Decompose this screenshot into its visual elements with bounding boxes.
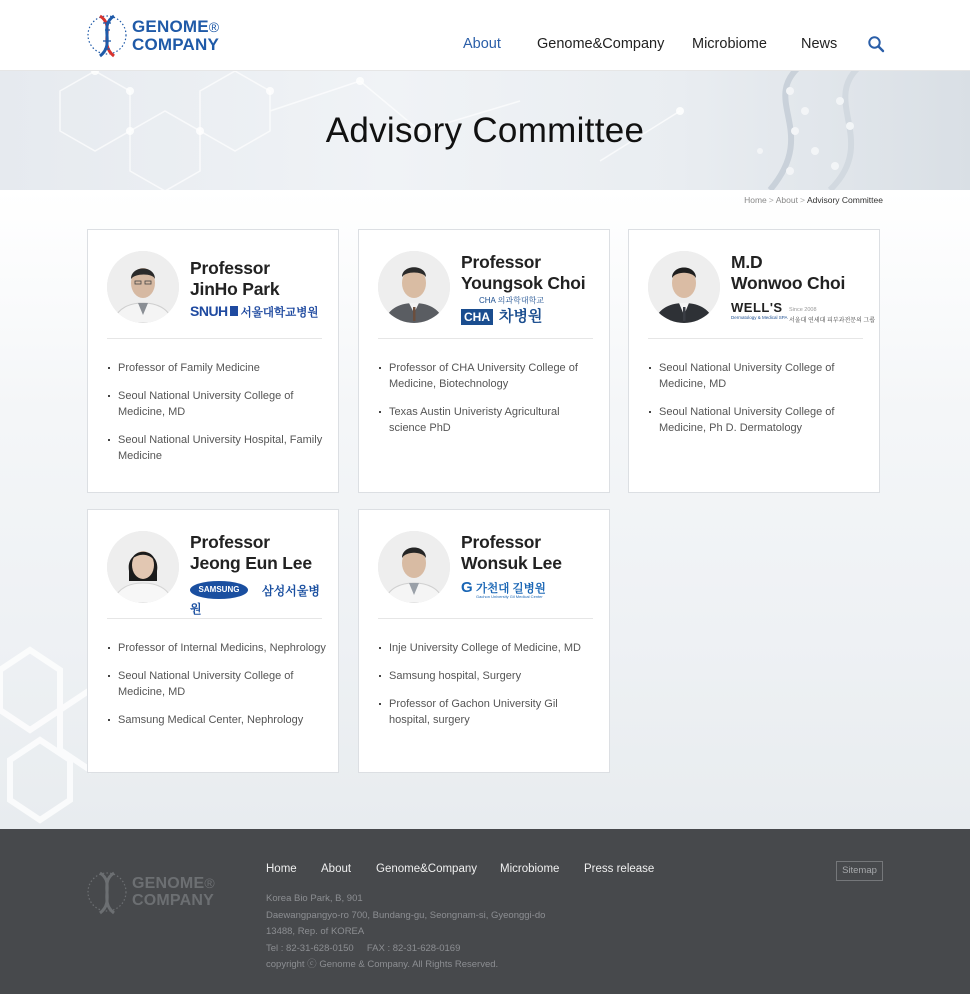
breadcrumb — [744, 195, 883, 205]
avatar — [107, 531, 179, 603]
list-item: Seoul National University College of Medicine, MD — [107, 388, 327, 420]
divider — [648, 338, 863, 339]
footer-logo[interactable] — [86, 863, 215, 921]
member-name: Professor Jeong Eun Lee — [190, 532, 312, 573]
member-card-jeong-eun-lee — [87, 509, 339, 773]
breadcrumb-home[interactable]: Home — [744, 195, 767, 205]
cha-hospital-logo: CHA 의과학대학교 CHA 차병원 — [461, 296, 591, 324]
list-item: Seoul National University College of Medicine, MD — [107, 668, 327, 700]
footer-nav-microbiome[interactable]: Microbiome — [500, 863, 560, 875]
footer-nav-about[interactable]: About — [321, 863, 352, 875]
snuh-hospital-logo: SNUH 서울대학교병원 — [190, 303, 319, 319]
list-item: Professor of Family Medicine — [107, 360, 327, 376]
list-item: Professor of Gachon University Gil hospital, surgery — [378, 696, 598, 728]
avatar — [648, 251, 720, 323]
member-card-youngsok-choi — [358, 229, 610, 493]
list-item: Professor of Internal Medicins, Nephrology — [107, 640, 327, 656]
logo-wordmark: GENOME® COMPANY — [132, 875, 215, 909]
nav-news[interactable]: News — [801, 36, 838, 52]
nav-microbiome[interactable]: Microbiome — [692, 36, 767, 52]
person-photo-icon — [378, 251, 450, 323]
member-name: Professor JinHo Park — [190, 258, 280, 299]
breadcrumb-about[interactable]: About — [775, 195, 798, 205]
avatar — [107, 251, 179, 323]
gachon-gil-hospital-logo: G 가천대 길병원 Gachon University Gil Medical Center — [461, 579, 546, 599]
member-credentials — [107, 640, 327, 740]
member-name: M.D Wonwoo Choi — [731, 252, 846, 293]
divider — [107, 618, 322, 619]
page-title: Advisory Committee — [325, 111, 645, 150]
samsung-hospital-logo: SAMSUNG 삼성서울병원 — [190, 581, 330, 603]
dna-logo-icon — [86, 863, 128, 921]
member-credentials — [107, 360, 327, 476]
breadcrumb-separator: > — [799, 195, 805, 205]
member-name: Professor Wonsuk Lee — [461, 532, 562, 573]
list-item: Seoul National University College of Medicine, Ph D. Dermatology — [648, 404, 868, 436]
member-card-jinho-park — [87, 229, 339, 493]
person-photo-icon — [107, 251, 179, 323]
list-item: Seoul National University Hospital, Family Medicine — [107, 432, 327, 464]
member-credentials — [378, 360, 598, 448]
list-item: Inje University College of Medicine, MD — [378, 640, 598, 656]
search-icon[interactable] — [867, 35, 885, 53]
breadcrumb-separator: > — [768, 195, 774, 205]
footer-address: Korea Bio Park, B, 901 Daewangpangyo-ro 700, Bundang-gu, Seongnam-si, Gyeonggi-do 13488, Rep. of KOREA Tel : 82-31-628-0150 FAX : 82-31-628-0169 copyright ⓒ Genome & Company. All Rights Reserved. — [266, 893, 546, 971]
wells-clinic-logo: WELL'S Dermatology & Medical SPA Since 2008 서울대 연세대 피부과전문의 그룹 — [731, 300, 876, 324]
member-card-wonsuk-lee — [358, 509, 610, 773]
site-header — [0, 0, 970, 71]
divider — [378, 338, 593, 339]
person-photo-icon — [107, 531, 179, 603]
breadcrumb-current: Advisory Committee — [806, 195, 883, 205]
site-footer — [0, 829, 970, 994]
nav-genome-company[interactable]: Genome&Company — [537, 36, 665, 52]
member-card-wonwoo-choi — [628, 229, 880, 493]
member-name: Professor Youngsok Choi — [461, 252, 586, 293]
main-content — [0, 190, 970, 829]
footer-nav-press-release[interactable]: Press release — [584, 863, 655, 875]
divider — [107, 338, 322, 339]
divider — [378, 618, 593, 619]
list-item: Seoul National University College of Medicine, MD — [648, 360, 868, 392]
main-nav — [0, 36, 970, 56]
list-item: Samsung Medical Center, Nephrology — [107, 712, 327, 728]
person-photo-icon — [648, 251, 720, 323]
avatar — [378, 531, 450, 603]
list-item: Texas Austin Univeristy Agricultural science PhD — [378, 404, 598, 436]
member-credentials — [648, 360, 868, 448]
list-item: Samsung hospital, Surgery — [378, 668, 598, 684]
footer-nav-home[interactable]: Home — [266, 863, 297, 875]
list-item: Professor of CHA University College of Medicine, Biotechnology — [378, 360, 598, 392]
sitemap-button[interactable]: Sitemap — [836, 861, 883, 881]
avatar — [378, 251, 450, 323]
logo-wordmark: GENOME® COMPANY — [132, 16, 220, 54]
person-photo-icon — [378, 531, 450, 603]
footer-nav-genome-company[interactable]: Genome&Company — [376, 863, 477, 875]
member-credentials — [378, 640, 598, 740]
nav-about[interactable]: About — [463, 36, 501, 52]
hero-banner — [0, 71, 970, 190]
